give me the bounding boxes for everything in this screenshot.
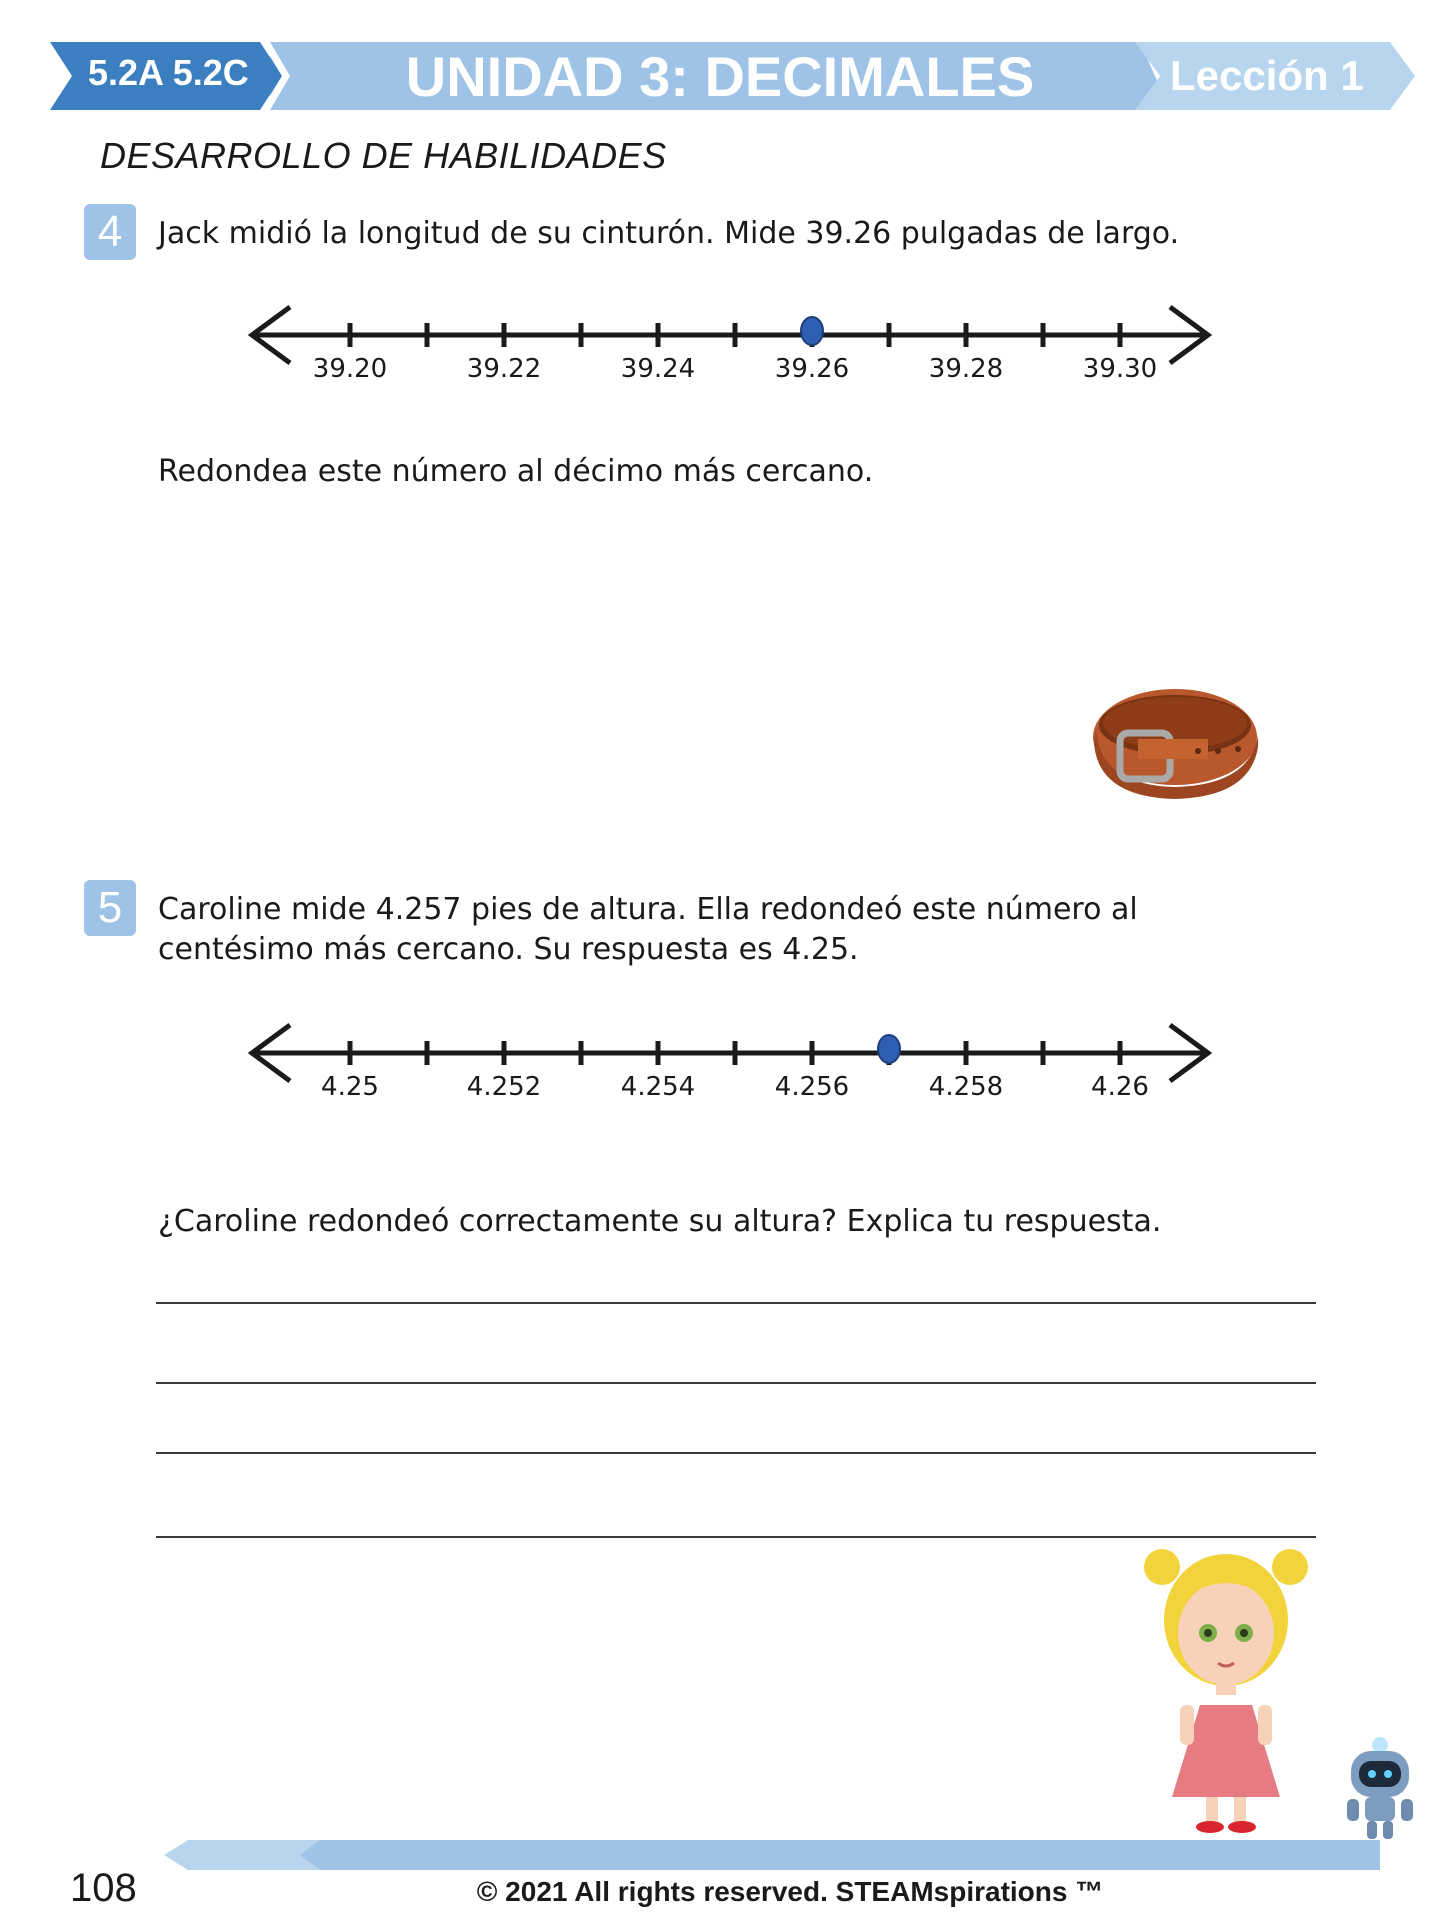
q5-number-line-tick-label: 4.26 <box>1091 1072 1149 1102</box>
question-4-prompt: Redondea este número al décimo más cercano. <box>158 454 874 489</box>
question-4-text: Jack midió la longitud de su cinturón. Mide 39.26 pulgadas de largo. <box>158 216 1180 251</box>
q4-number-line-tick-label: 39.22 <box>466 354 542 384</box>
question-5-prompt: ¿Caroline redondeó correctamente su altura? Explica tu respuesta. <box>158 1204 1162 1239</box>
question-5-text-line1: Caroline mide 4.257 pies de altura. Ella redondeó este número al <box>158 892 1138 927</box>
q5-number-line-tick-label: 4.25 <box>321 1072 379 1102</box>
question-5-text-line2: centésimo más cercano. Su respuesta es 4.25. <box>158 932 859 967</box>
q5-number-line-tick-label: 4.252 <box>466 1072 542 1102</box>
answer-line[interactable] <box>156 1536 1316 1538</box>
number-line-q5 <box>240 1008 1220 1118</box>
unit-title: UNIDAD 3: DECIMALES <box>405 45 1035 108</box>
q5-number-line-point <box>878 1035 900 1063</box>
q4-number-line-tick-label: 39.30 <box>1082 354 1158 384</box>
q4-number-line-point <box>801 317 823 345</box>
girl-character-icon <box>1140 1545 1315 1835</box>
q5-number-line-tick-label: 4.254 <box>620 1072 696 1102</box>
q5-number-line-tick-label: 4.256 <box>774 1072 850 1102</box>
answer-line[interactable] <box>156 1452 1316 1454</box>
q5-number-line-tick-label: 4.258 <box>928 1072 1004 1102</box>
belt-icon <box>1080 675 1270 805</box>
standards-code: 5.2A 5.2C <box>88 52 249 93</box>
number-line-q4 <box>240 290 1220 400</box>
copyright-text: © 2021 All rights reserved. STEAMspirations ™ <box>476 1876 1104 1907</box>
answer-line[interactable] <box>156 1382 1316 1384</box>
q4-number-line-tick-label: 39.20 <box>312 354 388 384</box>
q4-number-line-tick-label: 39.26 <box>774 354 850 384</box>
answer-line[interactable] <box>156 1302 1316 1304</box>
q4-number-line-tick-label: 39.28 <box>928 354 1004 384</box>
question-4-badge: 4 <box>84 204 136 260</box>
section-title: DESARROLLO DE HABILIDADES <box>100 135 667 176</box>
q4-number-line-tick-label: 39.24 <box>620 354 696 384</box>
lesson-label: Lección 1 <box>1170 52 1364 99</box>
question-5-badge: 5 <box>84 880 136 936</box>
robot-icon <box>1335 1735 1425 1845</box>
page-number: 108 <box>70 1866 137 1910</box>
